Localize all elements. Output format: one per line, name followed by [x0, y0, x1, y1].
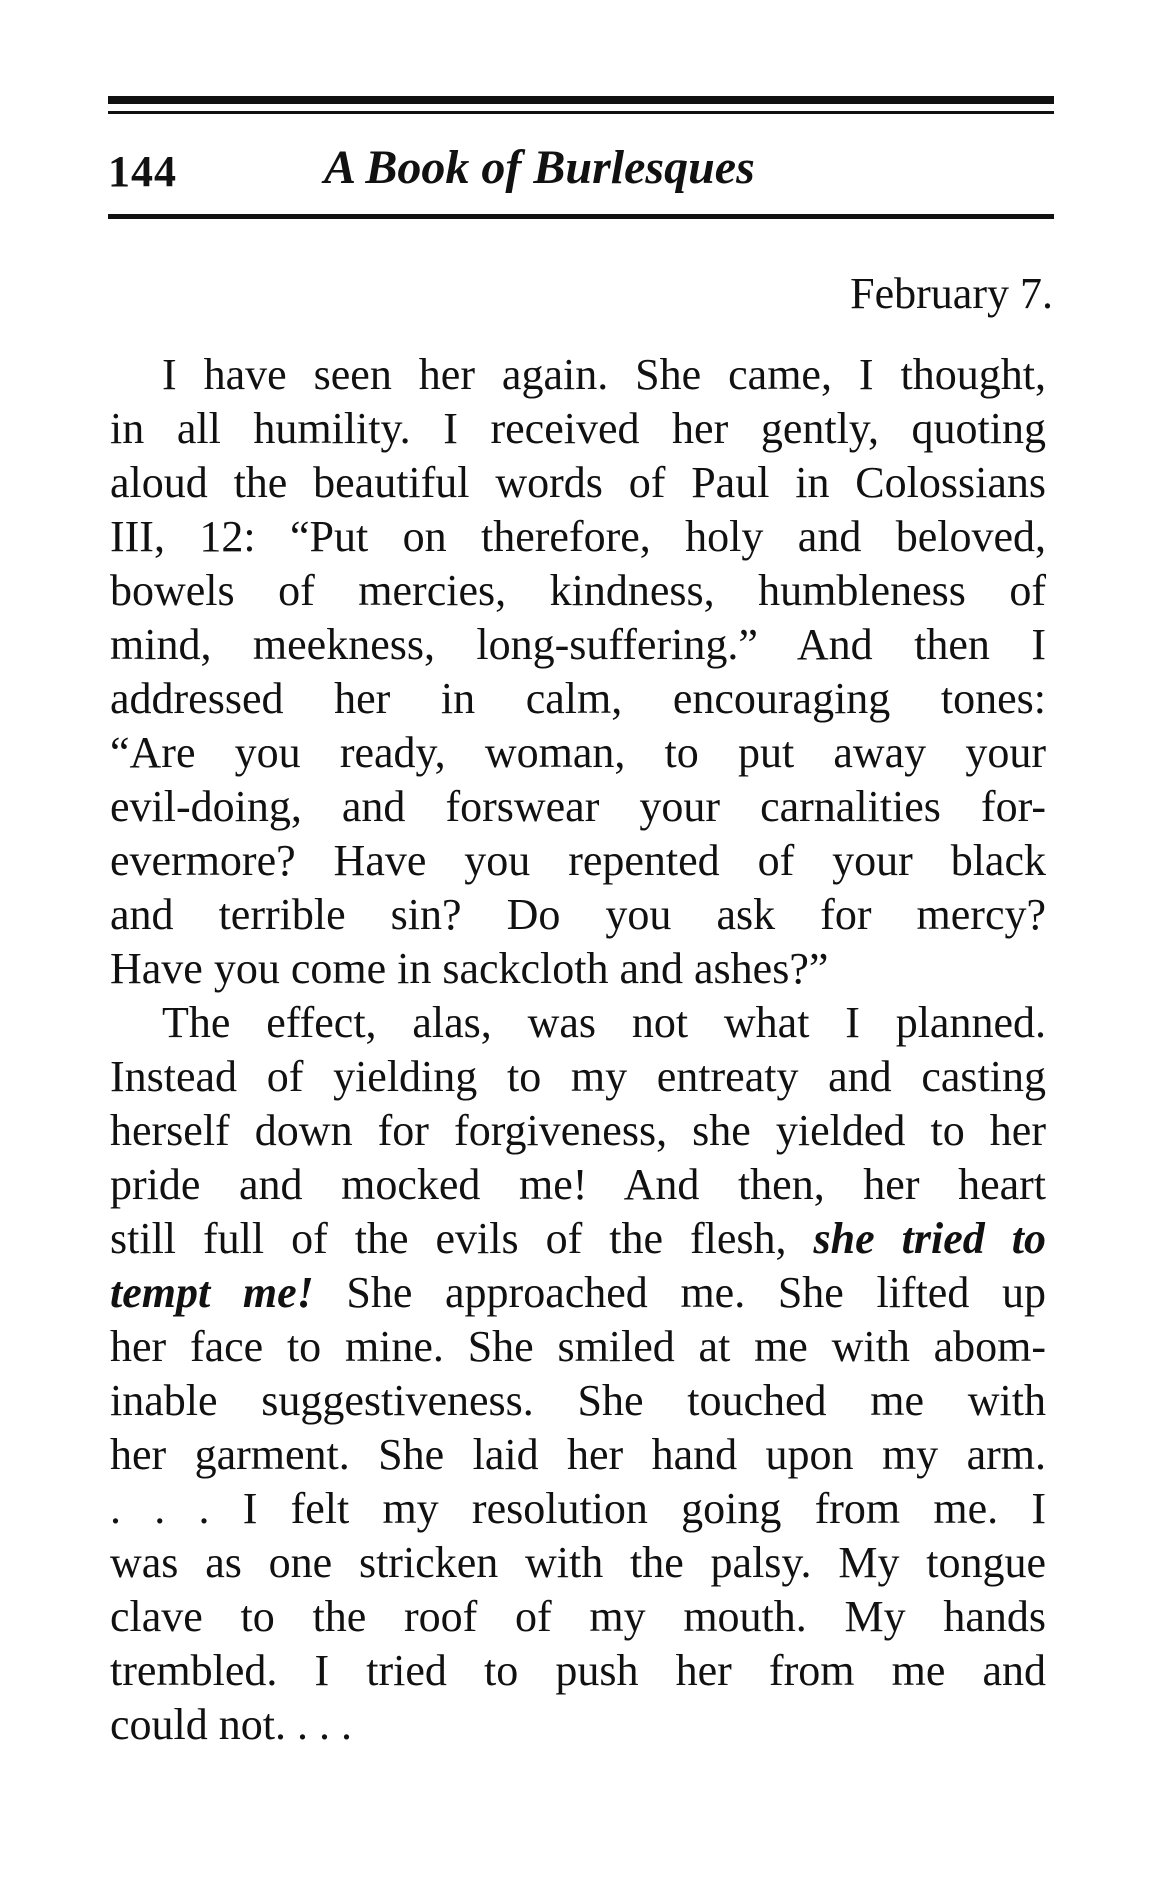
text-line: trembled. I tried to push her from me and [110, 1646, 1046, 1695]
text-line: mind, meekness, long-suffering.” And then I [110, 620, 1046, 669]
text-line: her face to mine. She smiled at me with abom- [110, 1322, 1046, 1371]
body-text [110, 348, 1046, 1752]
text-line: evil-doing, and forswear your carnalities for- [110, 782, 1046, 831]
text-line-mixed [110, 1212, 1046, 1266]
emphasis-span: she tried to [813, 1214, 1046, 1263]
top-rule-thin [108, 111, 1054, 114]
emphasis-span: tempt me! [110, 1268, 314, 1317]
header-rule [108, 214, 1054, 219]
running-title: A Book of Burlesques [324, 141, 755, 194]
text-line: pride and mocked me! And then, her heart [110, 1160, 1046, 1209]
text-line: evermore? Have you repented of your black [110, 836, 1046, 885]
text-line: inable suggestiveness. She touched me with [110, 1376, 1046, 1425]
text-line: I have seen her again. She came, I thought, [162, 350, 1046, 399]
text-line: in all humility. I received her gently, quoting [110, 404, 1046, 453]
text-line: Have you come in sackcloth and ashes?” [110, 944, 829, 993]
text-span: She approached me. She lifted up [313, 1268, 1046, 1317]
text-line-mixed [110, 1266, 1046, 1320]
text-line: “Are you ready, woman, to put away your [110, 728, 1046, 777]
text-line: III, 12: “Put on therefore, holy and beloved, [110, 512, 1046, 561]
text-line: aloud the beautiful words of Paul in Colossians [110, 458, 1046, 507]
entry-date: February 7. [850, 269, 1053, 318]
text-line: addressed her in calm, encouraging tones: [110, 674, 1046, 723]
text-line: . . . I felt my resolution going from me. I [110, 1484, 1046, 1533]
text-span: still full of the evils of the flesh, [110, 1214, 814, 1263]
top-rule-thick [108, 96, 1054, 104]
text-line: her garment. She laid her hand upon my arm. [110, 1430, 1046, 1479]
text-line: was as one stricken with the palsy. My tongue [110, 1538, 1046, 1587]
text-line: and terrible sin? Do you ask for mercy? [110, 890, 1046, 939]
text-line: Instead of yielding to my entreaty and casting [110, 1052, 1046, 1101]
text-line: clave to the roof of my mouth. My hands [110, 1592, 1046, 1641]
text-line: could not. . . . [110, 1700, 352, 1749]
page-number: 144 [108, 147, 177, 196]
text-line: The effect, alas, was not what I planned. [162, 998, 1046, 1047]
page-header [108, 140, 1054, 200]
text-line: bowels of mercies, kindness, humbleness of [110, 566, 1046, 615]
text-line: herself down for forgiveness, she yielded to her [110, 1106, 1046, 1155]
